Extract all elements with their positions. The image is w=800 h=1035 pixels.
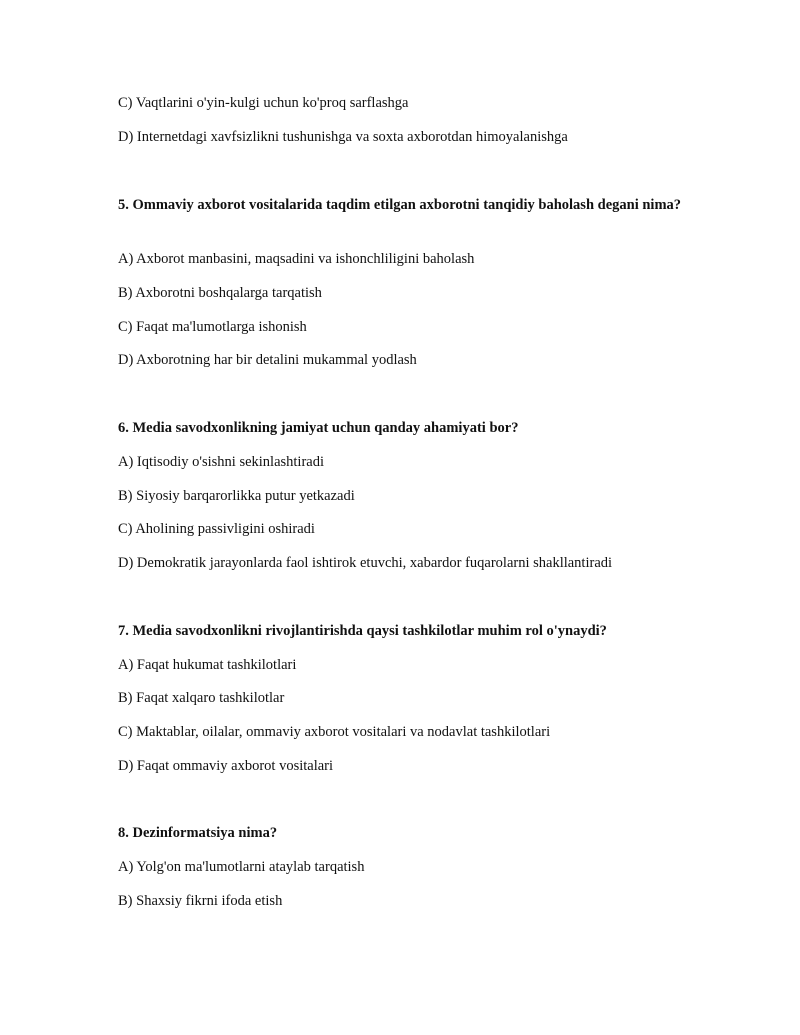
q6-option-a: A) Iqtisodiy o'sishni sekinlashtiradi: [118, 454, 325, 470]
q6-option-d: D) Demokratik jarayonlarda faol ishtirok etuvchi, xabardor fuqarolarni shakllantiradi: [118, 555, 613, 571]
q7-option-b: B) Faqat xalqaro tashkilotlar: [118, 690, 285, 706]
q5-option-b: B) Axborotni boshqalarga tarqatish: [118, 285, 322, 301]
q7-option-d: D) Faqat ommaviy axborot vositalari: [118, 758, 334, 774]
q5-option-d: D) Axborotning har bir detalini mukammal yodlash: [118, 352, 417, 368]
question-7: 7. Media savodxonlikni rivojlantirishda qaysi tashkilotlar muhim rol o'ynaydi?: [118, 623, 607, 639]
q5-option-c: C) Faqat ma'lumotlarga ishonish: [118, 319, 307, 335]
option-c-prev: C) Vaqtlarini o'yin-kulgi uchun ko'proq sarflashga: [118, 95, 409, 111]
q5-option-a: A) Axborot manbasini, maqsadini va ishonchliligini baholash: [118, 251, 475, 267]
option-d-prev: D) Internetdagi xavfsizlikni tushunishga va soxta axborotdan himoyalanishga: [118, 129, 568, 145]
q7-option-a: A) Faqat hukumat tashkilotlari: [118, 657, 297, 673]
q6-option-b: B) Siyosiy barqarorlikka putur yetkazadi: [118, 488, 355, 504]
question-8: 8. Dezinformatsiya nima?: [118, 825, 278, 841]
question-6: 6. Media savodxonlikning jamiyat uchun qanday ahamiyati bor?: [118, 420, 519, 436]
question-5: 5. Ommaviy axborot vositalarida taqdim etilgan axborotni tanqidiy baholash degani nima?: [118, 197, 682, 213]
q7-option-c: C) Maktablar, oilalar, ommaviy axborot vositalari va nodavlat tashkilotlari: [118, 724, 551, 740]
q8-option-b: B) Shaxsiy fikrni ifoda etish: [118, 893, 283, 909]
q8-option-a: A) Yolg'on ma'lumotlarni ataylab tarqatish: [118, 859, 365, 875]
q6-option-c: C) Aholining passivligini oshiradi: [118, 521, 315, 537]
